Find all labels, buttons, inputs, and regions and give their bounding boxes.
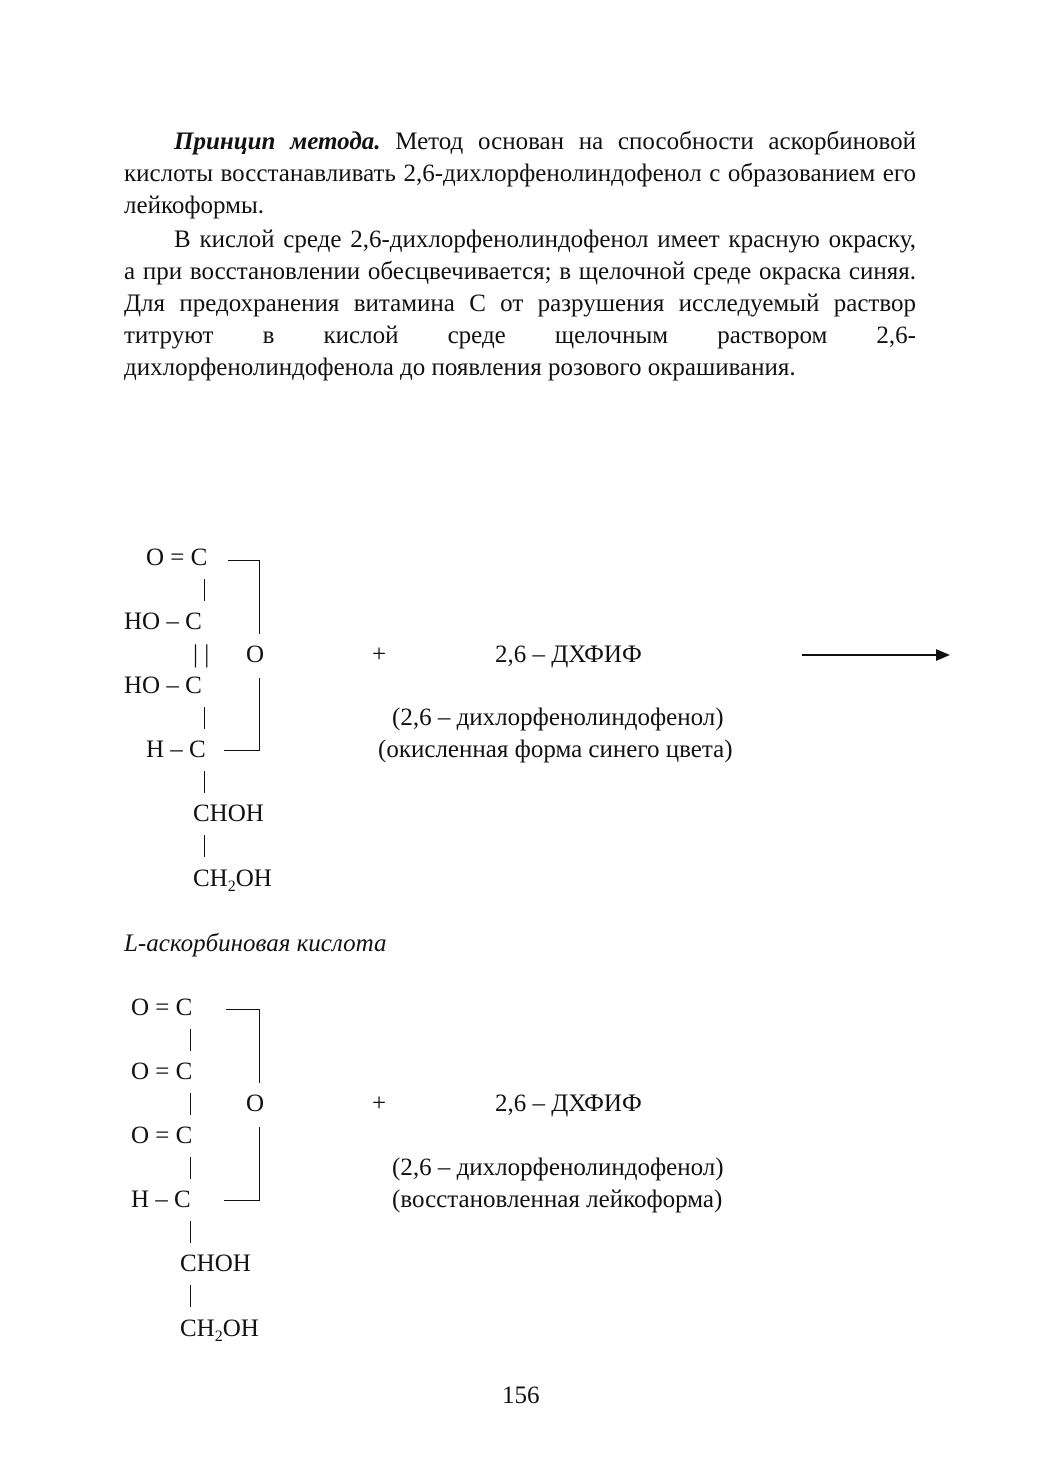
ring-bond bbox=[259, 1009, 260, 1083]
bond bbox=[190, 1093, 191, 1115]
bond bbox=[190, 1029, 191, 1051]
ring-bond bbox=[226, 1009, 260, 1010]
atom-o-c-2: O = C bbox=[131, 1058, 193, 1085]
plus-sign: + bbox=[372, 641, 387, 668]
reagent-name: (2,6 – дихлорфенолиндофенол) bbox=[392, 704, 724, 731]
atom-o-c-1: O = C bbox=[146, 544, 208, 571]
ring-oxygen: O bbox=[246, 1090, 265, 1117]
page-number: 156 bbox=[502, 1382, 540, 1409]
atom-h-c-4: H – C bbox=[131, 1186, 191, 1213]
bond bbox=[190, 1157, 191, 1179]
atom-ch2oh: $CH_2OH$ bbox=[180, 1315, 259, 1345]
titration-text: В кислой среде 2,6-дихлорфенолиндофенол имеет красную окраску, а при восстановлении обесцвечивается; в щелочной среде окраска синяя. Для предохранения витамина С от разрушения исследуемый раствор титруют в кислой среде щелочным раствором 2,6-дихлорфенолиндофенола до появления розового окрашивания. bbox=[124, 226, 916, 381]
principle-text: Метод основан на способности аскорбиновой кислоты восстанавливать 2,6-дихлорфенолиндофенол с образованием его лейкоформы. bbox=[124, 128, 916, 219]
atom-ch2oh: $CH_2OH$ bbox=[193, 865, 272, 895]
ring-bond bbox=[224, 750, 260, 751]
reagent-label: 2,6 – ДХФИФ bbox=[495, 1090, 642, 1117]
principle-paragraph bbox=[124, 126, 916, 222]
bond bbox=[190, 1285, 191, 1307]
atom-ho-c-2: HO – C bbox=[124, 608, 202, 635]
reagent-name: (2,6 – дихлорфенолиндофенол) bbox=[392, 1154, 724, 1181]
ring-oxygen: O bbox=[246, 641, 265, 668]
atom-choh: CHOH bbox=[180, 1250, 251, 1277]
ring-bond bbox=[224, 1200, 260, 1201]
bond bbox=[204, 835, 205, 857]
ring-bond bbox=[228, 560, 260, 561]
ring-bond bbox=[259, 678, 260, 750]
atom-o-c-1: O = C bbox=[131, 994, 193, 1021]
atom-choh: CHOH bbox=[193, 800, 264, 827]
titration-paragraph bbox=[124, 224, 916, 384]
ring-bond bbox=[259, 1127, 260, 1200]
reaction-arrow bbox=[802, 654, 938, 656]
principle-lead: Принцип метода. bbox=[174, 128, 381, 155]
ring-bond bbox=[259, 560, 260, 634]
reagent-label: 2,6 – ДХФИФ bbox=[495, 641, 642, 668]
bond bbox=[204, 771, 205, 793]
reagent-state: (окисленная форма синего цвета) bbox=[378, 736, 733, 763]
atom-o-c-3: O = C bbox=[131, 1122, 193, 1149]
plus-sign: + bbox=[372, 1090, 387, 1117]
bond bbox=[190, 1221, 191, 1243]
arrow-head-icon bbox=[936, 649, 950, 661]
reagent-state: (восстановленная лейкоформа) bbox=[392, 1186, 723, 1213]
double-bond: | | bbox=[193, 641, 210, 668]
bond bbox=[204, 707, 205, 729]
bond bbox=[204, 579, 205, 601]
caption: L-аскорбиновая кислота bbox=[124, 930, 387, 957]
atom-h-c-4: H – C bbox=[146, 736, 206, 763]
atom-ho-c-3: HO – C bbox=[124, 672, 202, 699]
